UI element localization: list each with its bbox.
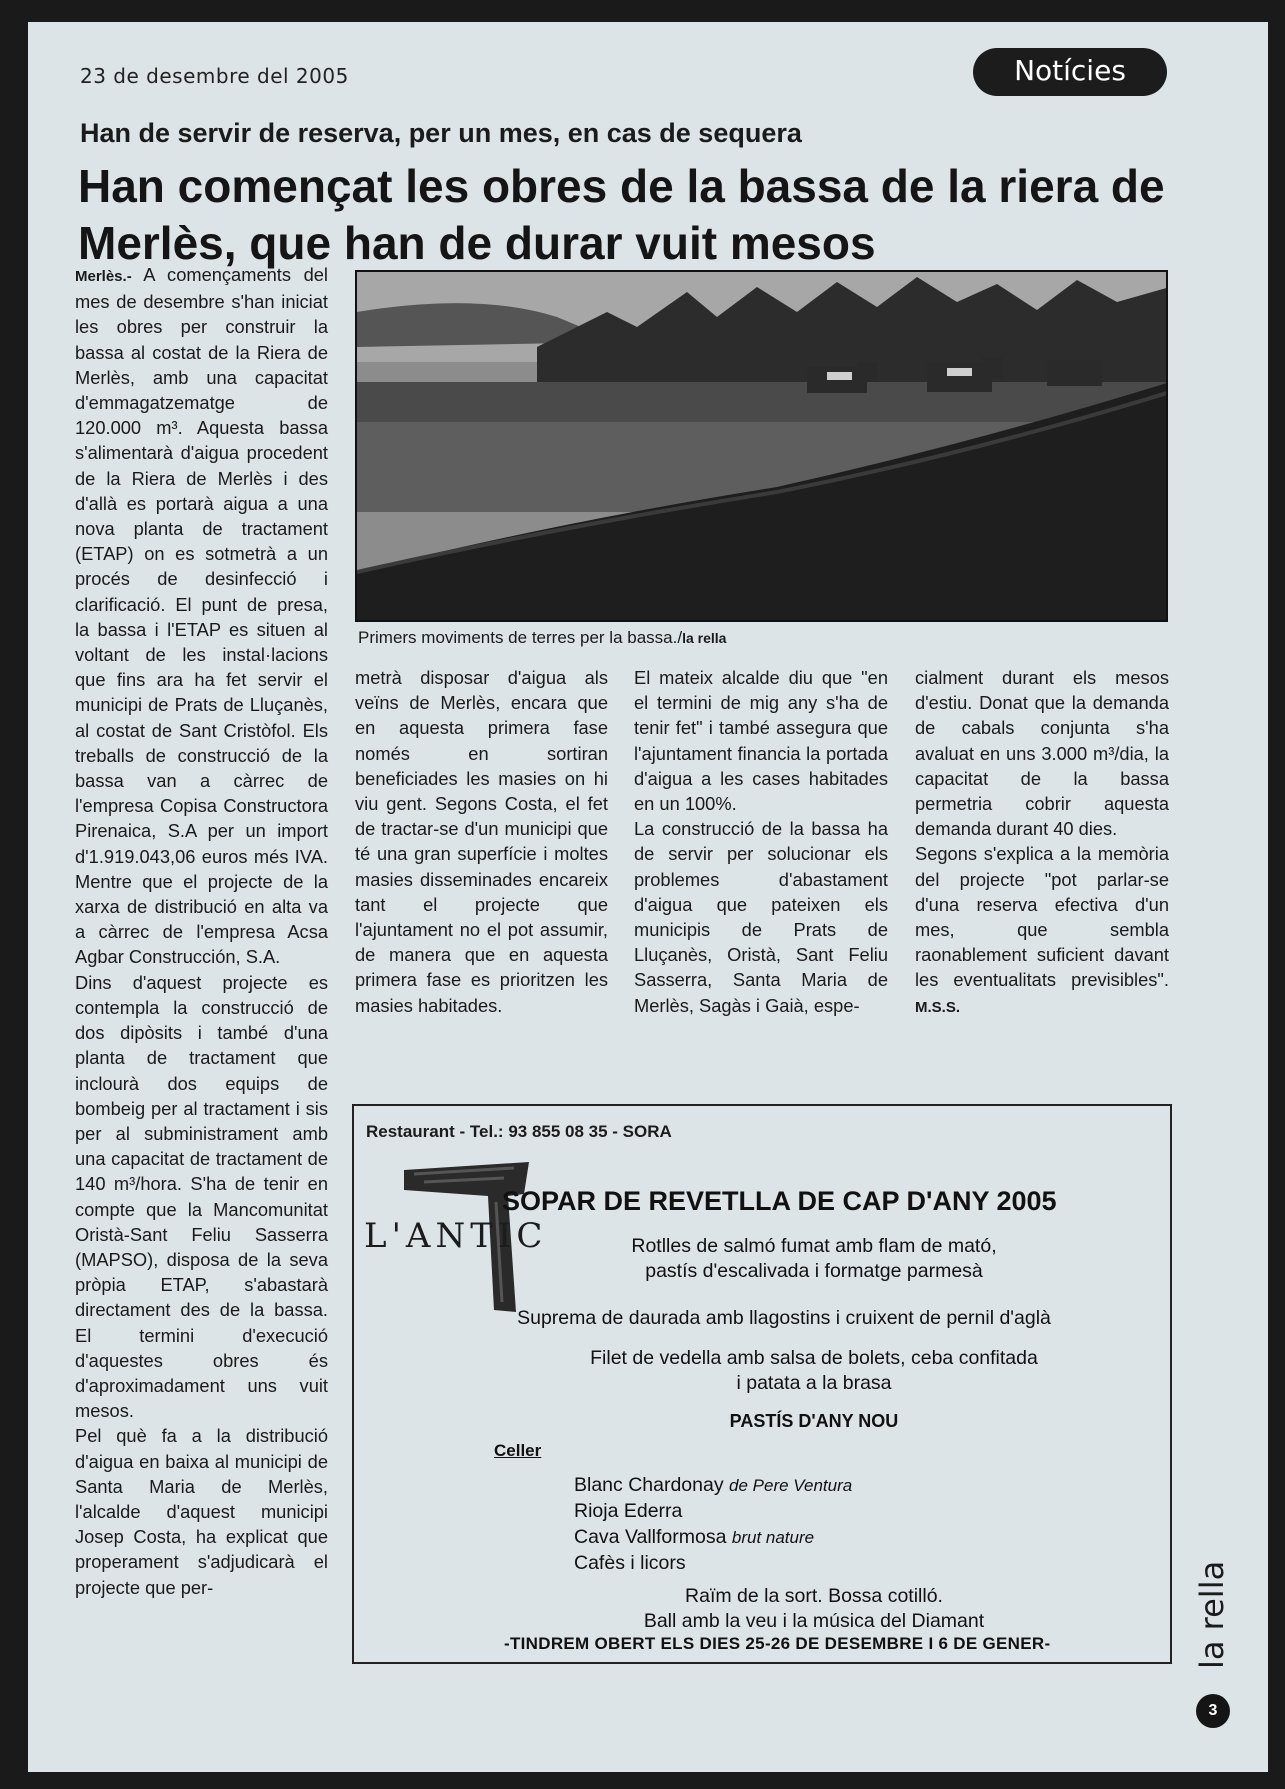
extra-line: Raïm de la sort. Bossa cotilló. xyxy=(685,1585,943,1607)
article-kicker: Han de servir de reserva, per un mes, en cas de sequera xyxy=(80,118,802,148)
article-column-2 xyxy=(355,665,608,1018)
caption-text: Primers moviments de terres per la bassa./ xyxy=(358,628,683,647)
paragraph: Pel què fa a la distribució d'aigua en baixa al municipi de Santa Maria de Merlès, l'alcalde d'aquest municipi Josep Costa, ha explicat que properament s'adjudicarà el projecte que per- xyxy=(75,1425,328,1598)
paragraph: Segons s'explica a la memòria del projecte "pot parlar-se d'una reserva efectiva d'un mes, que sembla raonablement suficient davant les eventualitats previsibles". xyxy=(915,843,1169,991)
menu-dish xyxy=(454,1346,1174,1396)
menu-line: Rotlles de salmó fumat amb flam de mató, xyxy=(631,1235,997,1257)
restaurant-logo-text: L'ANTIC xyxy=(364,1216,548,1256)
ad-title: SOPAR DE REVETLLA DE CAP D'ANY 2005 xyxy=(502,1186,1057,1216)
menu-line: Filet de vedella amb salsa de bolets, ceba confitada xyxy=(590,1347,1038,1369)
article-column-3 xyxy=(634,665,888,1018)
page-number: 3 xyxy=(1196,1694,1230,1728)
paragraph: Dins d'aquest projecte es contempla la construcció de dos dipòsits i també d'una planta de tractament que inclourà dos equips de bombeig per al tractament i sis per al subministrament amb una capacitat de tractament de 140 m³/hora. S'ha de tenir en compte que la Mancomunitat Oristà-Sant Feliu Sasserra (MAPSO), disposa de la seva pròpia ETAP, s'abastarà directament des de la bassa. El termini d'execució d'aquestes obres és d'aproximadament uns vuit mesos. xyxy=(75,971,328,1422)
construction-photo xyxy=(355,270,1168,622)
wine-item xyxy=(574,1526,814,1549)
wine-item xyxy=(574,1474,852,1497)
photo-caption xyxy=(358,628,726,648)
ad-footer: -TINDREM OBERT ELS DIES 25-26 DE DESEMBRE I 6 DE GENER- xyxy=(504,1634,1051,1653)
wine-note: de Pere Ventura xyxy=(729,1476,853,1495)
author-signature: M.S.S. xyxy=(915,998,961,1016)
paragraph: metrà disposar d'aigua als veïns de Merlès, encara que en aquesta primera fase només en sortiran beneficiades les masies on hi viu gent. Segons Costa, el fet de tractar-se d'un municipi que té una gran superfície i moltes masies disseminades encareix tant el projecte que l'ajuntament no el pot assumir, de manera que en aquesta primera fase es prioritzen les masies habitades. xyxy=(355,667,608,1016)
publication-brand xyxy=(1192,1560,1232,1680)
dateline: Merlès.- xyxy=(75,268,132,285)
publication-name: la rella xyxy=(1193,1560,1231,1669)
wine-item: Rioja Ederra xyxy=(574,1500,683,1522)
wine-note: brut nature xyxy=(731,1528,815,1547)
section-badge: Notícies xyxy=(973,48,1167,96)
ad-extras xyxy=(454,1584,1174,1634)
menu-dish xyxy=(454,1234,1174,1284)
paragraph: A començaments del mes de desembre s'han iniciat les obres per construir la bassa al costat de la Riera de Merlès, amb una capacitat d'emmagatzematge de 120.000 m³. Aquesta bassa s'alimentarà d'aigua procedent de la Riera de Merlès i des d'allà es portarà aigua a una nova planta de tractament (ETAP) on es sotmetrà a un procés de desinfecció i clarificació. El punt de presa, la bassa i l'ETAP es situen al voltant de les instal·lacions que fins ara ha fet servir el municipi de Prats de Lluçanès, al costat de Sant Cristòfol. Els treballs de construcció de la bassa van a càrrec de l'empresa Copisa Constructora Pirenaica, S.A per un import d'1.919.043,06 euros més IVA. Mentre que el projecte de la xarxa de distribució en alta va a càrrec de l'empresa Acsa Agbar Construcción, S.A. xyxy=(75,264,328,968)
article-headline: Han començat les obres de la bassa de la riera de Merlès, que han de durar vuit mesos xyxy=(78,160,1165,269)
celler-label: Celler xyxy=(494,1441,542,1460)
wine-item: Cafès i licors xyxy=(574,1552,686,1574)
paragraph: El mateix alcalde diu que "en el termini de mig any s'ha de tenir fet" i també assegura que l'ajuntament financia la portada d'aigua a les cases habitades en un 100%. xyxy=(634,667,888,815)
article-column-4 xyxy=(915,665,1169,1020)
extra-line: Ball amb la veu i la música del Diamant xyxy=(643,1610,985,1632)
caption-credit: la rella xyxy=(682,630,727,646)
ad-contact: Restaurant - Tel.: 93 855 08 35 - SORA xyxy=(366,1122,672,1141)
wine-name: Cava Vallformosa xyxy=(574,1526,727,1548)
paragraph: cialment durant els mesos d'estiu. Donat que la demanda de cabals conjunta s'ha avaluat en uns 3.000 m³/dia, la capacitat de la bassa permetria cobrir aquesta demanda durant 40 dies. xyxy=(915,667,1169,840)
wine-name: Blanc Chardonay xyxy=(574,1474,724,1496)
issue-date: 23 de desembre del 2005 xyxy=(80,64,349,88)
paragraph: La construcció de la bassa ha de servir per solucionar els problemes d'abastament d'aigua que pateixen els municipis de Prats de Lluçanès, Oristà, Sant Feliu Sasserra, Santa Maria de Merlès, Sagàs i Gaià, espe- xyxy=(634,818,888,1016)
menu-line: pastís d'escalivada i formatge parmesà xyxy=(645,1260,983,1282)
menu-line: i patata a la brasa xyxy=(736,1372,892,1394)
restaurant-advertisement xyxy=(352,1104,1172,1664)
menu-dish: Suprema de daurada amb llagostins i cruixent de pernil d'aglà xyxy=(517,1307,1051,1329)
article-column-1 xyxy=(75,262,328,1600)
photo-image xyxy=(357,272,1168,622)
menu-dessert: PASTÍS D'ANY NOU xyxy=(729,1411,899,1431)
